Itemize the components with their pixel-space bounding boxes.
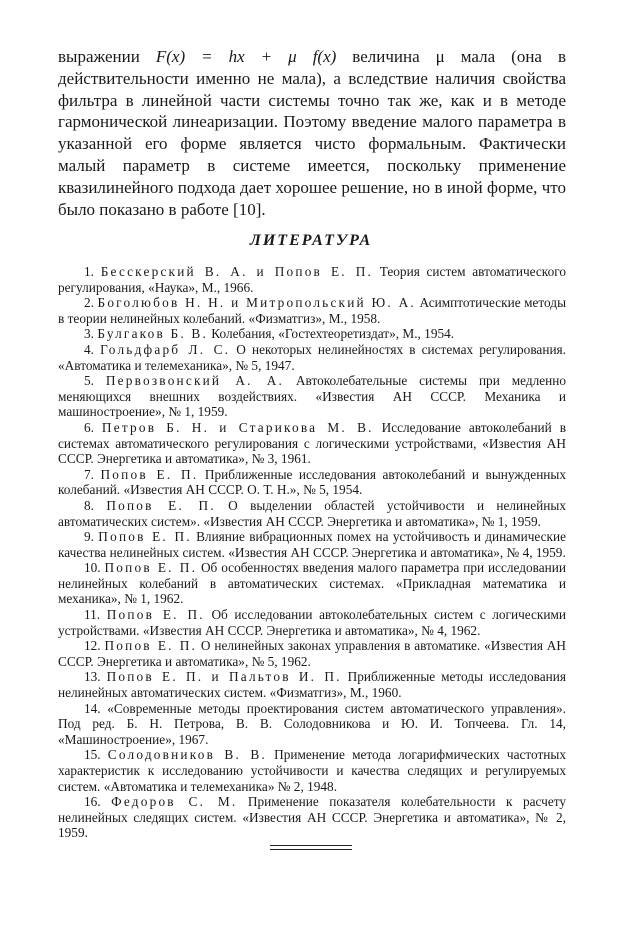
reference-author: Солодовников В. В.: [107, 747, 267, 763]
reference-number: 4.: [84, 341, 94, 357]
formula: F(x) = hx + μ f(x): [155, 47, 337, 66]
reference-item: [58, 498, 566, 529]
paragraph-rest: величина μ мала (она в действительности именно не мала), а вследствие наличия свойства фильтра в линейной части системы точно так же, как и в методе гармонической линеаризации. Поэтому введение малого параметра в указанной его форме является чисто формальным. Фактически малый параметр в системе имеется, поскольку применение квазилинейного подхода дает хорошее решение, но в иной форме, что было показано в работе [10].: [58, 47, 567, 219]
reference-item: [58, 747, 566, 794]
reference-number: 6.: [84, 419, 94, 435]
reference-text: Влияние вибрационных помех на устойчивость и динамические качества нелинейных систем. «Известия АН СССР. Энергетика и автоматика», № 4, 1959.: [58, 529, 567, 560]
reference-author: Попов Е. П. и Пальтов И. П.: [106, 669, 342, 685]
reference-item: [58, 467, 566, 498]
reference-item: [58, 669, 566, 700]
reference-text: «Современные методы проектирования систем автоматического управления». Под ред. Б. Н. Петрова, В. В. Солодовникова и Ю. И. Топчеева. Гл. 14, «Машиностроение», 1967.: [58, 700, 566, 747]
reference-author: Попов Е. П.: [98, 529, 192, 545]
reference-text: Приближенные исследования автоколебаний и вынужденных колебаний. «Известия АН СССР. О. Т. Н.», № 5, 1954.: [58, 466, 567, 498]
reference-item: [58, 529, 566, 560]
reference-number: 11.: [84, 607, 101, 623]
reference-text: Колебания, «Гостехтеоретиздат», М., 1954.: [207, 326, 455, 342]
reference-number: 2.: [84, 295, 94, 311]
reference-item: [58, 794, 566, 841]
reference-number: 15.: [84, 747, 101, 763]
reference-number: 12.: [84, 638, 101, 654]
reference-number: 10.: [84, 560, 101, 576]
reference-number: 1.: [84, 264, 94, 279]
reference-number: 16.: [84, 794, 101, 810]
reference-text: Применение метода логарифмических частотных характеристик к исследованию устойчивости и качества следящих и регулируемых систем. «Автоматика и телемеханика» № 2, 1948.: [58, 747, 566, 794]
reference-author: Попов Е. П.: [104, 560, 198, 576]
reference-text: Асимптотические методы в теории нелинейных колебаний. «Физматгиз», М., 1958.: [58, 295, 567, 326]
reference-number: 8.: [84, 497, 94, 513]
reference-list: [58, 264, 566, 841]
end-rule-bottom: [270, 849, 352, 850]
reference-author: Булгаков Б. В.: [97, 326, 208, 342]
section-heading: ЛИТЕРАТУРА: [249, 232, 373, 249]
reference-text: Об особенностях введения малого параметра при исследовании нелинейных колебаний в автоматических системах. «Прикладная математика и механика», № 1, 1962.: [58, 560, 566, 607]
reference-item: [58, 373, 566, 420]
reference-number: 3.: [84, 326, 94, 342]
reference-author: Петров Б. Н. и Старикова М. В.: [101, 419, 374, 435]
reference-item: [58, 342, 566, 373]
body-paragraph: [58, 46, 566, 220]
reference-author: Бесскерский В. А. и Попов Е. П.: [100, 264, 374, 279]
reference-author: Попов Е. П.: [106, 497, 216, 513]
reference-author: Попов Е. П.: [100, 466, 199, 482]
reference-author: Федоров С. М.: [111, 794, 238, 810]
reference-text: О нелинейных законах управления в автоматике. «Известия АН СССР. Энергетика и автоматика», № 5, 1962.: [58, 638, 567, 669]
reference-text: Об исследовании автоколебательных систем с логическими устройствами. «Известия АН СССР. Энергетика и автоматика», № 4, 1962.: [58, 607, 567, 638]
paragraph-lead: выражении: [58, 47, 156, 66]
reference-item: [58, 264, 566, 295]
reference-item: [58, 420, 566, 467]
reference-item: [58, 638, 566, 669]
reference-author: Попов Е. П.: [104, 638, 198, 654]
reference-number: 7.: [84, 466, 94, 482]
reference-text: О выделении областей устойчивости и нелинейных автоматических систем». «Известия АН СССР. Энергетика и автоматика», № 1, 1959.: [58, 497, 566, 529]
reference-item: [58, 326, 566, 342]
reference-text: Приближенные методы исследования нелинейных автоматических систем. «Физматгиз», М., 1960.: [58, 669, 567, 701]
reference-number: 13.: [84, 669, 101, 685]
reference-item: [58, 607, 566, 638]
reference-text: Автоколебательные системы при медленно меняющихся внешних воздействиях. «Известия АН СССР. Механика и машиностроение», № 1, 1959.: [58, 373, 567, 420]
reference-item: [58, 295, 566, 326]
end-rule-top: [270, 845, 352, 846]
reference-author: Боголюбов Н. Н. и Митропольский Ю. А.: [97, 295, 416, 311]
reference-number: 9.: [84, 529, 94, 545]
reference-item: [58, 560, 566, 607]
reference-number: 5.: [84, 373, 94, 389]
reference-author: Первозвонский А. А.: [105, 373, 285, 389]
reference-text: Теория систем автоматического регулирования, «Наука», М., 1966.: [58, 264, 566, 295]
reference-text: Применение показателя колебательности к расчету нелинейных следящих систем. «Известия АН СССР. Энергетика и автоматика», № 2, 1959.: [58, 794, 566, 841]
reference-text: Исследование автоколебаний в системах автоматического регулирования с логическими устройствами, «Известия АН СССР. Энергетика и автоматика», № 3, 1961.: [58, 419, 567, 467]
reference-item: [58, 701, 566, 748]
reference-author: Гольдфарб Л. С.: [100, 341, 231, 357]
reference-number: 14.: [84, 700, 101, 716]
reference-text: О некоторых нелинейностях в системах регулирования. «Автоматика и телемеханика», № 5, 1947.: [58, 341, 566, 373]
reference-author: Попов Е. П.: [106, 607, 205, 623]
